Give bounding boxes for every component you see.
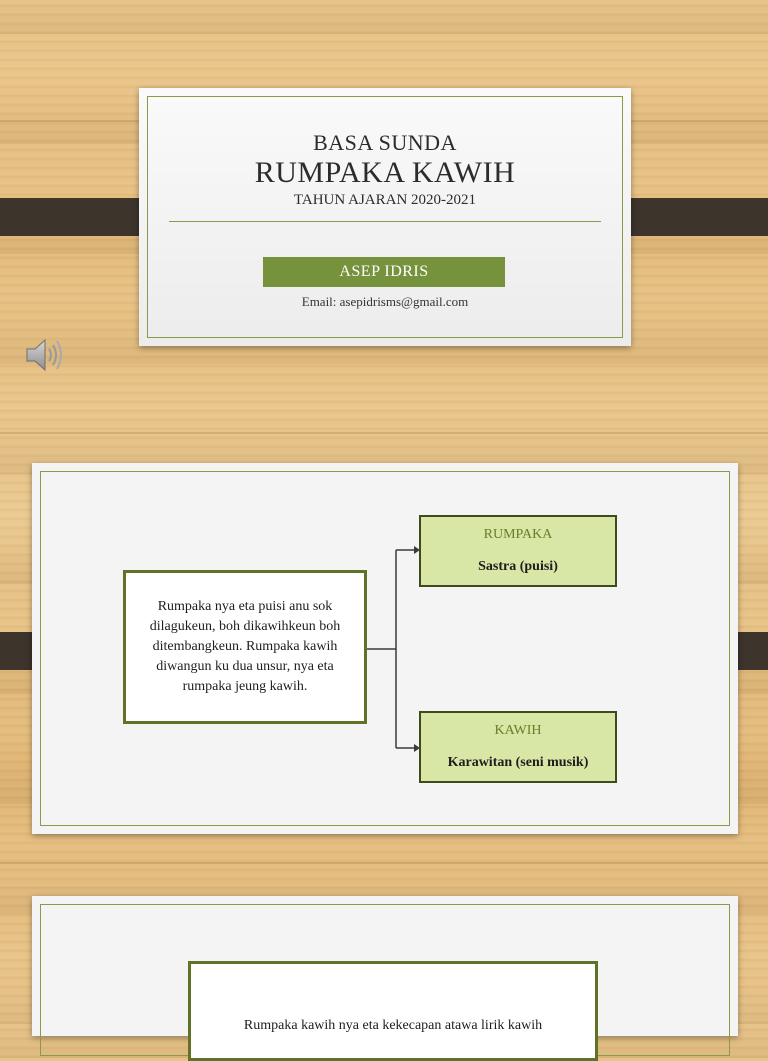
node-rumpaka: [419, 515, 617, 587]
content-text: Rumpaka kawih nya eta kekecapan atawa lirik kawih: [243, 1018, 543, 1033]
wood-seam: [0, 432, 768, 434]
title-slide: [139, 88, 631, 346]
definition-text: Rumpaka nya eta puisi anu sok dilagukeun, boh dikawihkeun boh ditembangkeun. Rumpaka kawih diwangun ku dua unsur, nya eta rumpaka jeung kawih.: [149, 599, 341, 694]
node-subtext: Karawitan (seni musik): [447, 755, 589, 770]
speaker-icon[interactable]: [24, 336, 64, 374]
slide-tab-left: [0, 198, 155, 236]
author-email: Email: asepidrisms@gmail.com: [301, 294, 469, 309]
slide-title: RUMPAKA KAWIH: [254, 156, 516, 189]
node-subtext: Sastra (puisi): [478, 559, 558, 574]
slide-subject: BASA SUNDA: [313, 130, 457, 155]
content-slide: [32, 896, 738, 1036]
content-box: [188, 961, 598, 1061]
diagram-slide: [32, 463, 738, 834]
slide-tab-right: [614, 198, 768, 236]
definition-box: [123, 570, 367, 724]
node-kawih: [419, 711, 617, 783]
wood-seam: [0, 862, 768, 864]
node-heading: KAWIH: [494, 723, 542, 738]
author-badge: ASEP IDRIS: [263, 257, 505, 287]
slide-year: TAHUN AJARAN 2020-2021: [293, 192, 477, 208]
title-divider: [169, 221, 601, 222]
node-heading: RUMPAKA: [483, 527, 553, 542]
